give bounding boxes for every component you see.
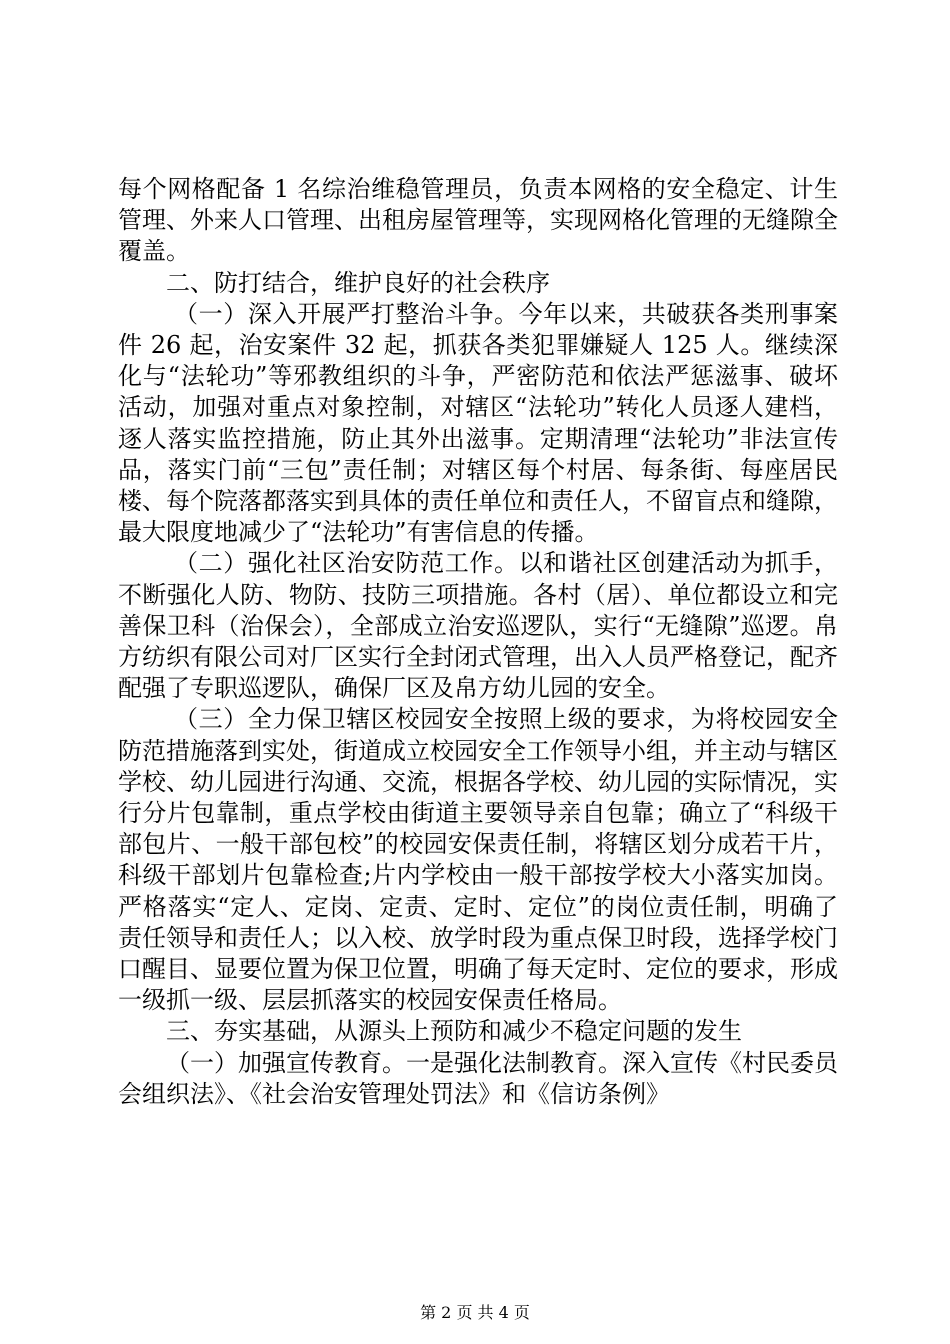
document-body [118, 174, 838, 1110]
paragraph-community-security: （二）强化社区治安防范工作。以和谐社区创建活动为抓手，不断强化人防、物防、技防三项措施。各村（居）、单位都设立和完善保卫科（治保会），全部成立治安巡逻队，实行“无缝隙”巡逻。帛方纺织有限公司对厂区实行全封闭式管理，出入人员严格登记，配齐配强了专职巡逻队，确保厂区及帛方幼儿园的安全。 [118, 549, 838, 703]
section-heading-2: 二、防打结合，维护良好的社会秩序 [166, 268, 550, 297]
paragraph-campus-safety: （三）全力保卫辖区校园安全按照上级的要求，为将校园安全防范措施落到实处，街道成立校园安全工作领导小组，并主动与辖区学校、幼儿园进行沟通、交流，根据各学校、幼儿园的实际情况，实行分片包靠制，重点学校由街道主要领导亲自包靠；确立了“科级干部包片、一般干部包校”的校园安保责任制，将辖区划分成若干片，科级干部划片包靠检查;片内学校由一般干部按学校大小落实加岗。严格落实“定人、定岗、定责、定时、定位”的岗位责任制，明确了责任领导和责任人；以入校、放学时段为重点保卫时段，选择学校门口醒目、显要位置为保卫位置，明确了每天定时、定位的要求，形成一级抓一级、层层抓落实的校园安保责任格局。 [118, 705, 838, 1015]
paragraph-crackdown: （一）深入开展严打整治斗争。今年以来，共破获各类刑事案件 26 起，治安案件 32 起，抓获各类犯罪嫌疑人 125 人。继续深化与“法轮功”等邪教组织的斗争，严密防范和依法严惩滋事、破坏活动，加强对重点对象控制，对辖区“法轮功”转化人员逐人建档，逐人落实监控措施，防止其外出滋事。定期清理“法轮功”非法宣传品，落实门前“三包”责任制；对辖区每个村居、每条街、每座居民楼、每个院落都落实到具体的责任单位和责任人，不留盲点和缝隙，最大限度地减少了“法轮功”有害信息的传播。 [118, 299, 838, 547]
section-heading-3: 三、夯实基础，从源头上预防和减少不稳定问题的发生 [166, 1017, 742, 1046]
paragraph-grid-management: 每个网格配备 1 名综治维稳管理员，负责本网格的安全稳定、计生管理、外来人口管理、出租房屋管理等，实现网格化管理的无缝隙全覆盖。 [118, 175, 838, 266]
page-number-footer: 第 2 页 共 4 页 [420, 1303, 530, 1322]
paragraph-publicity-education: （一）加强宣传教育。一是强化法制教育。深入宣传《村民委员会组织法》、《社会治安管理处罚法》和《信访条例》 [118, 1048, 838, 1108]
